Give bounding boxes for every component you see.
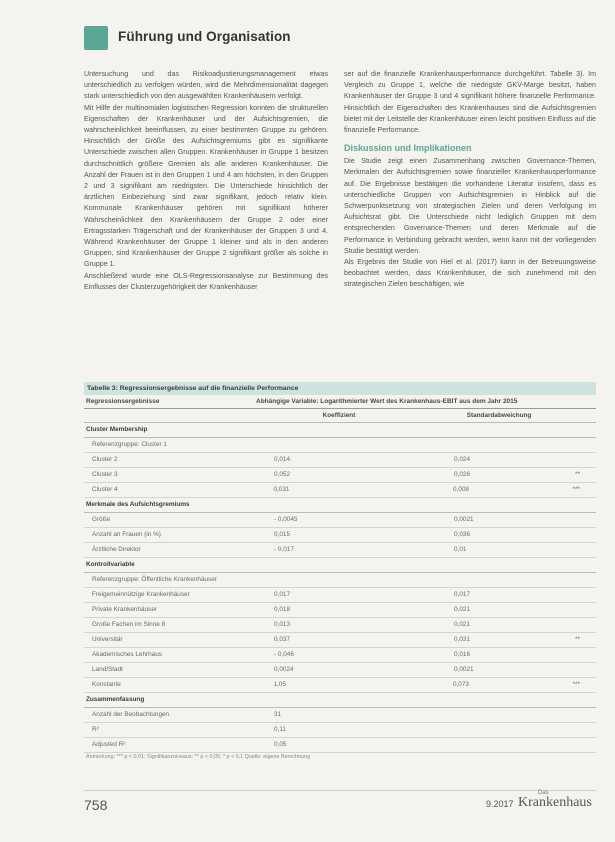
coefficient-cell bbox=[254, 573, 424, 587]
std-deviation-cell: 0,01 bbox=[454, 546, 467, 553]
table-caption: Tabelle 3: Regressionsergebnisse auf die finanzielle Performance bbox=[84, 382, 596, 395]
std-deviation-cell bbox=[424, 438, 574, 452]
std-deviation-cell bbox=[424, 738, 574, 752]
row-label: Cluster 3 bbox=[92, 471, 118, 478]
coefficient-cell: 0,013 bbox=[274, 621, 290, 628]
significance-cell bbox=[574, 618, 596, 632]
table-section-title: Merkmale des Aufsichtsgremiums bbox=[84, 498, 596, 513]
std-deviation-cell: 0,0021 bbox=[454, 516, 474, 523]
section-color-marker bbox=[84, 26, 108, 50]
coefficient-cell: 0,052 bbox=[274, 471, 290, 478]
std-deviation-cell: 0,008 bbox=[452, 486, 469, 493]
significance-cell bbox=[574, 723, 596, 737]
table-header-right: Abhängige Variable: Logarithmierter Wert des Krankenhaus-EBIT aus dem Jahr 2015 bbox=[256, 398, 518, 405]
table-row bbox=[84, 663, 596, 678]
paragraph: Anschließend wurde eine OLS-Regressionsanalyse zur Bestimmung des Einflusses der Clusterzugehörigkeit der Krankenhäuser bbox=[84, 271, 328, 291]
table-row bbox=[84, 618, 596, 633]
coefficient-cell: 31 bbox=[274, 711, 282, 718]
left-column bbox=[84, 69, 328, 293]
row-label: Akademisches Lehrhaus bbox=[92, 651, 162, 658]
row-label: Freigemeinnützige Krankenhäuser bbox=[92, 591, 190, 598]
row-label: Adjusted R² bbox=[92, 741, 126, 748]
page-number: 758 bbox=[84, 797, 108, 813]
table-section-title: Cluster Membership bbox=[84, 423, 596, 438]
table-section-title: Zusammenfassung bbox=[84, 693, 596, 708]
std-deviation-cell: 0,021 bbox=[454, 621, 470, 628]
brand-prefix: Das bbox=[538, 790, 549, 796]
table-row bbox=[84, 648, 596, 663]
significance-cell bbox=[574, 588, 596, 602]
std-deviation-cell: 0,031 bbox=[454, 636, 470, 643]
significance-cell: ** bbox=[575, 636, 580, 643]
coefficient-cell: 0,031 bbox=[273, 486, 290, 493]
std-deviation-cell: 0,021 bbox=[454, 606, 470, 613]
coefficient-cell: 0,017 bbox=[274, 591, 290, 598]
std-deviation-cell: 0,073 bbox=[452, 681, 469, 688]
significance-cell bbox=[574, 663, 596, 677]
table-subheader bbox=[84, 409, 596, 423]
coefficient-cell bbox=[254, 438, 424, 452]
issue-number: 9.2017 bbox=[486, 799, 514, 809]
table-row bbox=[84, 438, 596, 453]
significance-cell bbox=[574, 573, 596, 587]
std-deviation-cell bbox=[424, 573, 574, 587]
table-row bbox=[84, 453, 596, 468]
std-deviation-cell: 0,016 bbox=[454, 651, 470, 658]
brand-logo: Krankenhaus bbox=[518, 795, 592, 810]
table-row bbox=[84, 708, 596, 723]
table-row bbox=[84, 483, 596, 498]
std-deviation-cell: 0,024 bbox=[454, 456, 470, 463]
significance-cell bbox=[574, 648, 596, 662]
table-header bbox=[84, 395, 596, 409]
table-row bbox=[84, 588, 596, 603]
regression-table bbox=[84, 382, 596, 762]
std-deviation-cell: 0,017 bbox=[454, 591, 470, 598]
coefficient-cell: 0,0024 bbox=[274, 666, 294, 673]
row-label: Cluster 4 bbox=[92, 486, 118, 493]
row-label: Referenzgruppe: Cluster 1 bbox=[92, 441, 167, 448]
row-label: Ärztliche Direktor bbox=[92, 546, 141, 553]
coefficient-cell: - 0,0045 bbox=[274, 516, 298, 523]
coefficient-cell: 0,014 bbox=[274, 456, 290, 463]
coefficient-cell: 0,11 bbox=[274, 726, 286, 733]
table-footnote: Anmerkung: *** p < 0,01; Signifikanzniveaus: ** p < 0,05; * p < 0,1 Quelle: eigene Berechnung bbox=[86, 754, 311, 760]
row-label: Land/Stadt bbox=[92, 666, 123, 673]
coefficient-cell: 0,018 bbox=[274, 606, 290, 613]
table-section-title: Kontrollvariable bbox=[84, 558, 596, 573]
right-column bbox=[344, 69, 596, 291]
table-row bbox=[84, 678, 596, 693]
table-row bbox=[84, 603, 596, 618]
row-label: Anzahl der Beobachtungen bbox=[92, 711, 170, 718]
std-deviation-cell bbox=[424, 708, 574, 722]
significance-cell bbox=[574, 513, 596, 527]
coefficient-cell: - 0,046 bbox=[274, 651, 294, 658]
std-deviation-header: Standardabweichung bbox=[466, 412, 532, 419]
table-row bbox=[84, 528, 596, 543]
table-row bbox=[84, 468, 596, 483]
significance-cell bbox=[574, 708, 596, 722]
paragraph: Untersuchung und das Risikoadjustierungsmanagement etwas unterschiedlich zu verfolgen würden, wird die Mehrdimensionalität dagegen stark unterschiedlich von den ausgewählten Krankenhäusern verfolgt. bbox=[84, 70, 328, 101]
paragraph: Die Studie zeigt einen Zusammenhang zwischen Governance-Themen, Merkmalen der Aufsichtsgremien sowie finanzieller Krankenhausperformance auf. Die Ergebnisse bestätigen die vorhandene Literatur insofern, dass es unterschiedliche Gruppen von Aufsichtsgremien in Hinblick auf die Schwerpunktsetzung von strategischen Zielen und deren Verfolgung im Aufsichtsrat gibt. Die Unterschiede nicht lediglich Gruppen mit dem entsprechenden Governance-Themen und deren Merkmale auf die Performance in Verbindung gebracht werden, wenn kann mit der vorliegenden Studie bestätigt werden. bbox=[344, 157, 596, 255]
row-label: Private Krankenhäuser bbox=[92, 606, 158, 613]
coefficient-header: Koeffizient bbox=[322, 412, 356, 419]
significance-cell: *** bbox=[572, 681, 580, 688]
row-label: Anzahl an Frauen (in %) bbox=[92, 531, 161, 538]
significance-cell bbox=[574, 453, 596, 467]
coefficient-cell: - 0,017 bbox=[274, 546, 294, 553]
row-label: Konstante bbox=[92, 681, 121, 688]
coefficient-cell: 0,015 bbox=[274, 531, 290, 538]
row-label: Universitär bbox=[92, 636, 123, 643]
significance-cell bbox=[574, 528, 596, 542]
table-header-left: Regressionsergebnisse bbox=[86, 398, 160, 405]
footer-divider bbox=[84, 790, 596, 791]
paragraph: Mit Hilfe der multinomialen logistischen Regression konnten die strukturellen Eigenschaften der Krankenhäuser und der Aufsichtsgremien, die wahrscheinlichkeit beeinflussen, zu einer bestimmten Gruppe zu gehören. Hinsichtlich der Größe des Aufsichtsgremiums gibt es signifikante Unterschiede zwischen allen Gruppen. Krankenhäuser in Gruppe 1 besitzen durchschnittlich größere Gremien als alle anderen Krankenhäuser. Die Anzahl der Frauen ist in den Gruppen 1 und 4 am höchsten, in den Gruppen 2 und 3 signifikant am niedrigsten. Die Unterschiede hinsichtlich der ärztlichen Einbeziehung sind zwar signifikant, jedoch relativ klein. Kommunale Krankenhäuser gehören mit signifikant höherer Wahrscheinlichkeit den Krankenhäusern der Gruppe 2 oder einer Ertragsstarken Trägerschaft und der Krankenhäuser der Gruppen 3 und 4. Während Krankenhäuser der Gruppe 1 kleiner sind als in den anderen Gruppen, sind Krankenhäuser der Gruppe 2 signifikant größer als solche in Gruppe 1. bbox=[84, 103, 328, 269]
std-deviation-cell bbox=[424, 723, 574, 737]
table-row bbox=[84, 573, 596, 588]
significance-cell bbox=[574, 738, 596, 752]
significance-cell bbox=[574, 438, 596, 452]
row-label: R² bbox=[92, 726, 99, 733]
section-heading: Diskussion und Implikationen bbox=[344, 143, 472, 154]
table-row bbox=[84, 633, 596, 648]
row-label: Referenzgruppe: Öffentliche Krankenhäuser bbox=[92, 576, 217, 583]
row-label: Große Fachen im Sinne 8 bbox=[92, 621, 166, 628]
section-title: Führung und Organisation bbox=[118, 29, 291, 44]
std-deviation-cell: 0,026 bbox=[454, 471, 470, 478]
table-row bbox=[84, 513, 596, 528]
table-row bbox=[84, 738, 596, 753]
significance-cell bbox=[574, 543, 596, 557]
row-label: Größe bbox=[92, 516, 111, 523]
std-deviation-cell: 0,0021 bbox=[454, 666, 474, 673]
row-label: Cluster 2 bbox=[92, 456, 118, 463]
table-row bbox=[84, 543, 596, 558]
significance-cell: *** bbox=[572, 486, 580, 493]
significance-cell bbox=[574, 603, 596, 617]
coefficient-cell: 0,05 bbox=[274, 741, 287, 748]
coefficient-cell: 1,05 bbox=[273, 681, 286, 688]
paragraph: Als Ergebnis der Studie von Hiel et al. (2017) kann in der Betreuungsweise beobachtet werden, dass Krankenhäuser, die sich zunehmend mit den strategischen Zielen beschäftigen, wie bbox=[344, 258, 596, 289]
table-row bbox=[84, 723, 596, 738]
paragraph: ser auf die finanzielle Krankenhausperformance durchgeführt. Tabelle 3). Im Vergleich zu Gruppe 1, welche die niedrigste GKV-Marge besitzt, haben Krankenhäuser der Gruppe 3 und 4 signifikant höhere finanzielle Performance. Hinsichtlich der Eigenschaften des Krankenhauses sind die Aufsichtsgremien bietet mit der Leitstelle der Krankenhäuser einen leicht positiven Einfluss auf die finanzielle Performance. bbox=[344, 70, 596, 135]
std-deviation-cell: 0,036 bbox=[454, 531, 470, 538]
significance-cell: ** bbox=[575, 471, 580, 478]
coefficient-cell: 0,037 bbox=[274, 636, 290, 643]
table-body bbox=[84, 423, 596, 753]
